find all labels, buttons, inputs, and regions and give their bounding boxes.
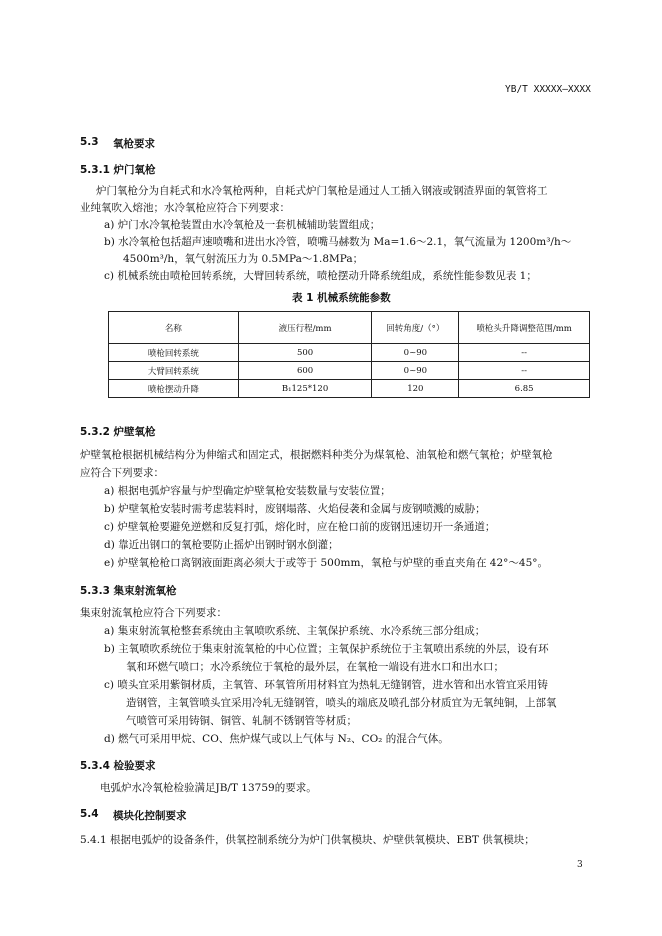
table-cell: 0~90 bbox=[372, 344, 459, 362]
section-5-3-4-title: 5.3.4 检验要求 bbox=[80, 760, 156, 772]
table-cell: -- bbox=[459, 362, 590, 380]
list-item: a) 根据电弧炉容量与炉型确定炉壁氧枪安装数量与安装位置； bbox=[104, 485, 391, 497]
table-cell: 大臂回转系统 bbox=[109, 362, 239, 380]
paragraph-line: 5.4.1 根据电弧炉的设备条件，供氧控制系统分为炉门供氧模块、炉壁供氧模块、EBT 供氧模块； bbox=[80, 834, 535, 846]
page-number: 3 bbox=[577, 860, 583, 870]
paragraph-line: 集束射流氧枪应符合下列要求： bbox=[80, 607, 227, 619]
mechanical-parameters-table bbox=[108, 311, 590, 398]
document-id: YB/T XXXXX—XXXX bbox=[505, 84, 591, 95]
table-row bbox=[109, 380, 590, 398]
table-header-cell: 回转角度/（°） bbox=[372, 312, 459, 344]
list-item: c) 机械系统由喷枪回转系统，大臂回转系统，喷枪摆动升降系统组成，系统性能参数见表 1； bbox=[104, 270, 537, 282]
section-5-3-1-title: 5.3.1 炉门氧枪 bbox=[80, 164, 156, 176]
paragraph-line: 炉壁氧枪根据机械结构分为伸缩式和固定式，根据燃料种类分为煤氧枪、油氧枪和燃气氧枪；炉壁氧枪 bbox=[80, 449, 553, 461]
table-header-cell: 液压行程/mm bbox=[238, 312, 372, 344]
table-header-cell: 名称 bbox=[109, 312, 239, 344]
list-item-continuation: 4500m³/h，氧气射流压力为 0.5MPa～1.8MPa； bbox=[123, 253, 364, 265]
table-cell: B₁125*120 bbox=[238, 380, 372, 398]
list-item: d) 燃气可采用甲烷、CO、焦炉煤气或以上气体与 N₂、CO₂ 的混合气体。 bbox=[104, 733, 449, 745]
table-cell: 喷枪摆动升降 bbox=[109, 380, 239, 398]
list-item: e) 炉壁氧枪枪口离钢液面距离必须大于或等于 500mm，氧枪与炉壁的垂直夹角在 42°～45°。 bbox=[104, 557, 548, 569]
section-5-3-3-title: 5.3.3 集束射流氧枪 bbox=[80, 585, 177, 597]
paragraph-line: 炉门氧枪分为自耗式和水冷氧枪两种，自耗式炉门氧枪是通过人工插入钢液或钢渣界面的氧管将工 bbox=[96, 185, 548, 197]
section-5-3-2-title: 5.3.2 炉壁氧枪 bbox=[80, 426, 156, 438]
list-item: d) 靠近出钢口的氧枪要防止摇炉出钢时钢水倒灌； bbox=[104, 539, 339, 551]
table-caption: 表 1 机械系统能参数 bbox=[292, 292, 391, 304]
paragraph-line: 应符合下列要求： bbox=[80, 467, 164, 479]
list-item: c) 喷头宜采用紫铜材质，主氧管、环氧管所用材料宜为热轧无缝钢管，进水管和出水管宜采用铸 bbox=[104, 679, 548, 691]
table-header-cell: 喷枪头升降调整范围/mm bbox=[459, 312, 590, 344]
table-cell: -- bbox=[459, 344, 590, 362]
table-cell: 500 bbox=[238, 344, 372, 362]
section-5-3-number: 5.3 bbox=[80, 136, 99, 148]
paragraph-line: 业纯氧吹入熔池；水冷氧枪应符合下列要求： bbox=[80, 202, 290, 214]
table-cell: 600 bbox=[238, 362, 372, 380]
table-row bbox=[109, 344, 590, 362]
table-cell: 0~90 bbox=[372, 362, 459, 380]
list-item-continuation: 气喷管可采用铸铜、铜管、轧制不锈钢管等材质； bbox=[126, 715, 357, 727]
table-header-row bbox=[109, 312, 590, 344]
section-5-3-title: 氧枪要求 bbox=[113, 138, 155, 150]
list-item: b) 炉壁氧枪安装时需考虑装料时，废钢塌落、火焰侵袭和金属与废钢喷溅的威胁； bbox=[104, 503, 486, 515]
section-5-4-number: 5.4 bbox=[80, 808, 99, 820]
table-row bbox=[109, 362, 590, 380]
section-5-4-title: 模块化控制要求 bbox=[113, 810, 187, 822]
paragraph-line: 电弧炉水冷氧枪检验满足JB/T 13759的要求。 bbox=[100, 782, 317, 794]
list-item: b) 主氧喷吹系统位于集束射流氧枪的中心位置；主氧保护系统位于主氧喷出系统的外层，设有环 bbox=[104, 643, 549, 655]
list-item: c) 炉壁氧枪要避免逆燃和反复打弧，熔化时，应在枪口前的废钢迅速切开一条通道； bbox=[104, 521, 496, 533]
table-cell: 6.85 bbox=[459, 380, 590, 398]
table-cell: 120 bbox=[372, 380, 459, 398]
list-item: a) 集束射流氧枪整套系统由主氧喷吹系统、主氧保护系统、水冷系统三部分组成； bbox=[104, 625, 486, 637]
list-item: b) 水冷氧枪包括超声速喷嘴和进出水冷管，喷嘴马赫数为 Ma=1.6～2.1，氧气流量为 1200m³/h～ bbox=[104, 236, 572, 248]
table-cell: 喷枪回转系统 bbox=[109, 344, 239, 362]
list-item-continuation: 氧和环燃气喷口；水冷系统位于氧枪的最外层，在氧枪一端设有进水口和出水口； bbox=[126, 661, 504, 673]
list-item: a) 炉门水冷氧枪装置由水冷氧枪及一套机械辅助装置组成； bbox=[104, 219, 381, 231]
list-item-continuation: 造钢管，主氧管喷头宜采用冷轧无缝钢管，喷头的端底及喷孔部分材质宜为无氧纯铜，上部氧 bbox=[126, 697, 557, 709]
